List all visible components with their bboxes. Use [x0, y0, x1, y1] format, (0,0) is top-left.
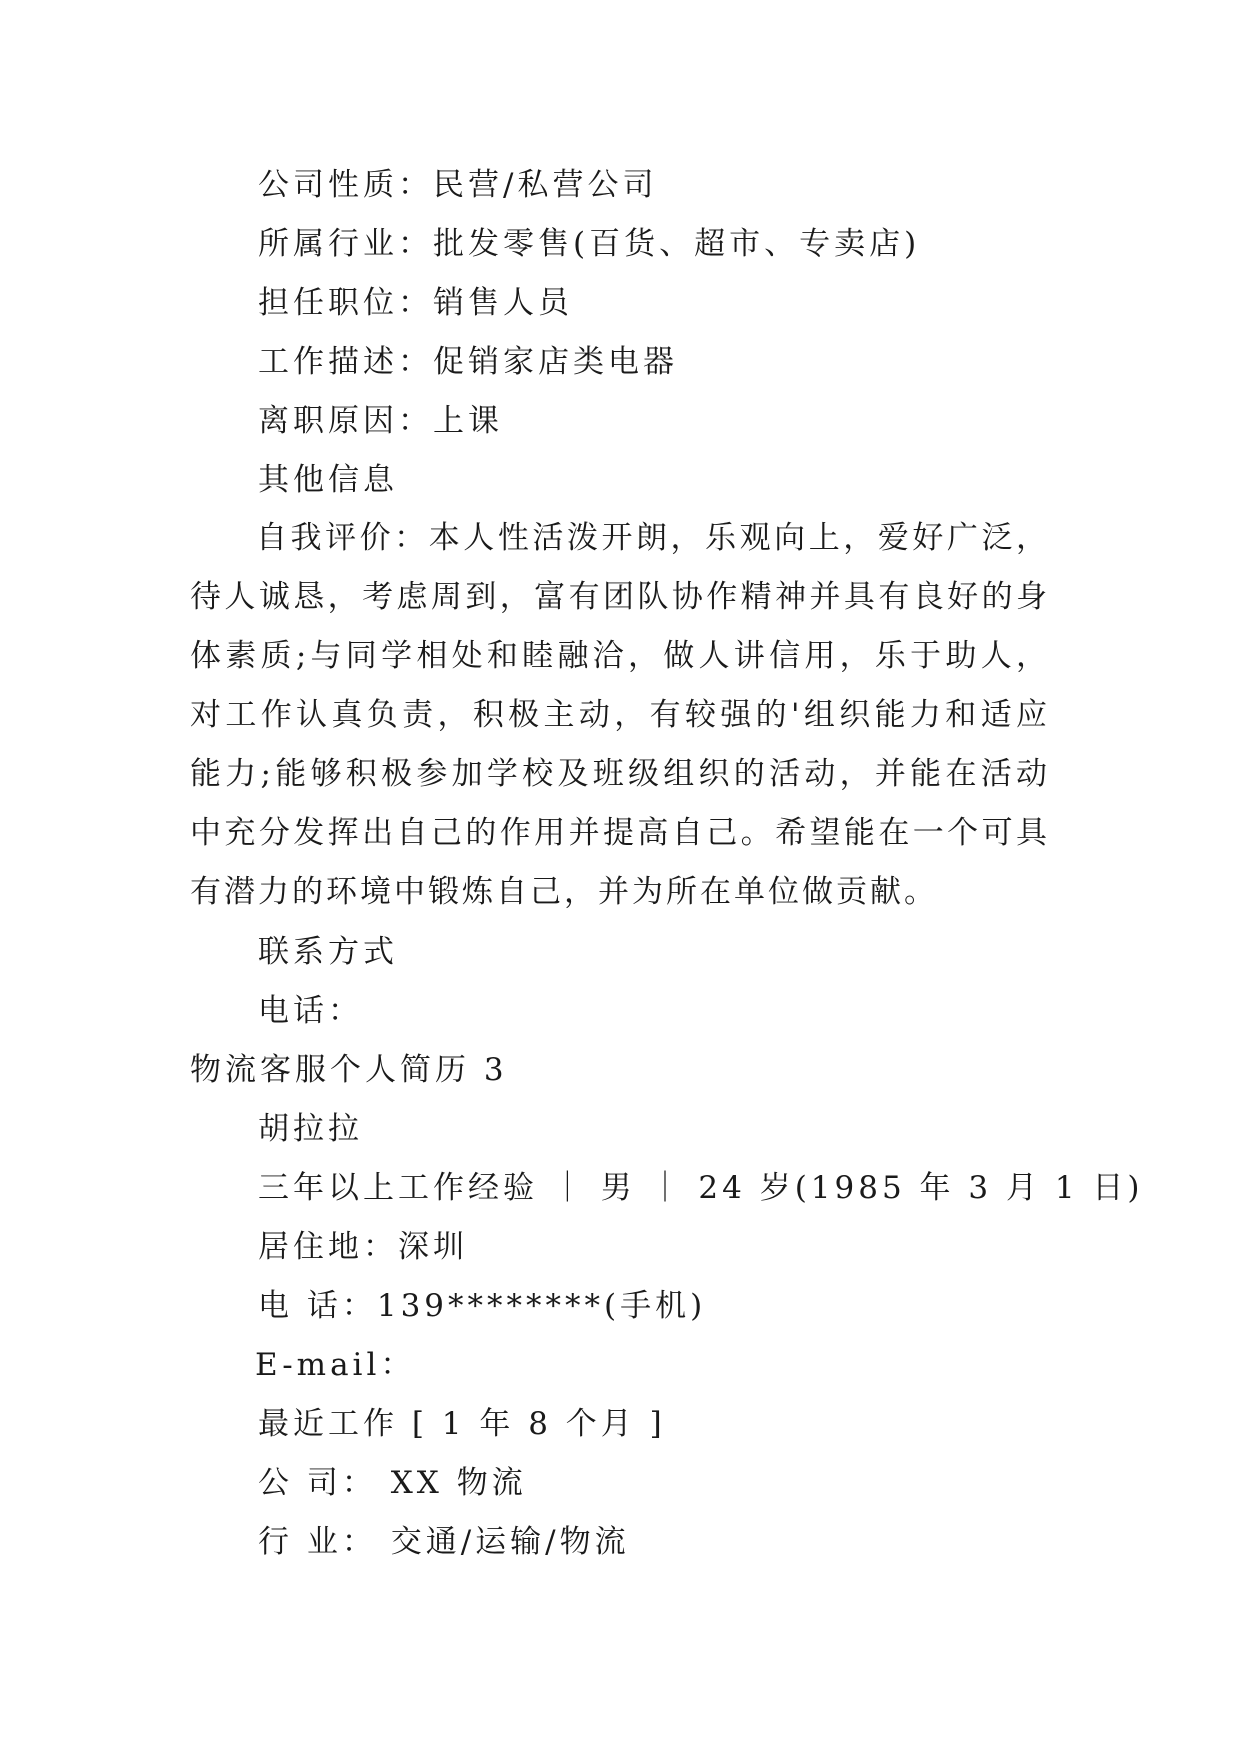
self-evaluation-paragraph: 自我评价：本人性活泼开朗，乐观向上，爱好广泛，待人诚恳，考虑周到，富有团队协作精神并具有良好的身体素质;与同学相处和睦融洽，做人讲信用，乐于助人，对工作认真负责，积极主动，有较强的'组织能力和适应能力;能够积极参加学校及班级组织的活动，并能在活动中充分发挥出自己的作用并提高自己。希望能在一个可具有潜力的环境中锻炼自己，并为所在单位做贡献。	[190, 520, 1050, 910]
industry-bottom-line: 行 业： 交通/运输/物流	[258, 1524, 630, 1560]
leave-reason-line: 离职原因：上课	[258, 403, 503, 439]
company-type-line: 公司性质：民营/私营公司	[258, 167, 658, 203]
residence-line: 居住地：深圳	[258, 1229, 468, 1265]
job-description-line: 工作描述：促销家店类电器	[258, 344, 678, 380]
recent-work-line: 最近工作 [ 1 年 8 个月 ]	[258, 1406, 666, 1442]
other-info-heading: 其他信息	[258, 462, 398, 498]
section-title: 物流客服个人简历 3	[190, 1052, 508, 1088]
position-line: 担任职位：销售人员	[258, 285, 573, 321]
email-line: E-mail：	[255, 1347, 416, 1383]
contact-heading: 联系方式	[258, 934, 398, 970]
phone-line: 电 话：139********(手机)	[258, 1288, 707, 1324]
phone-label: 电话：	[258, 993, 363, 1029]
industry-line: 所属行业：批发零售(百货、超市、专卖店)	[258, 226, 921, 262]
company-line: 公 司： XX 物流	[258, 1465, 527, 1501]
candidate-name: 胡拉拉	[258, 1111, 363, 1147]
experience-summary: 三年以上工作经验 ｜ 男 ｜ 24 岁(1985 年 3 月 1 日)	[258, 1170, 1144, 1206]
